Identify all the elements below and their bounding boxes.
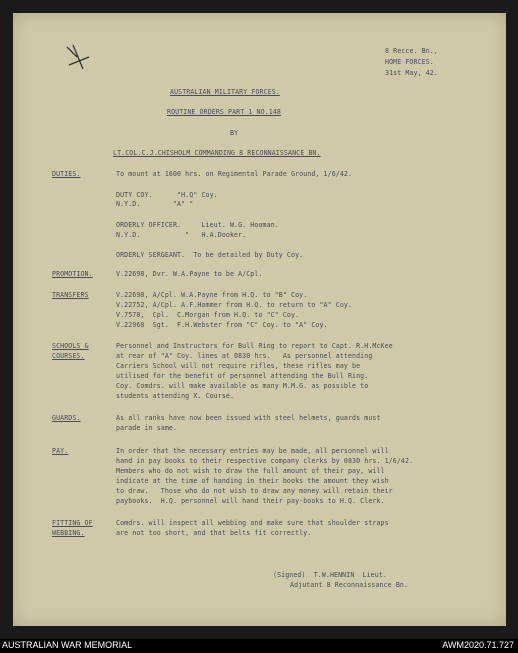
pay-line: paybooks. H.Q. personnel will hand their pay-books to H.Q. Clerk. (116, 497, 385, 505)
schools-line: at rear of "A" Coy. lines at 0830 hrs. As personnel attending (116, 352, 373, 360)
promotion-line: V.22698, Dvr. W.A.Payne to be A/Cpl. (116, 270, 263, 278)
signature-line: (Signed) T.W.HENNIN Lieut. (273, 571, 387, 579)
duties-line: DUTY COY. "H.Q" Coy. (116, 191, 218, 199)
transfers-line: V.7578, Cpl. C.Morgan from H.Q. to "C" Coy. (116, 311, 300, 319)
duties-line: ORDERLY OFFICER. Lieut. W.G. Hooman. (116, 221, 279, 229)
footer-source: AUSTRALIAN WAR MEMORIAL (2, 640, 133, 650)
guards-line: parade in same. (116, 424, 178, 432)
fitting-heading: FITTING OF (52, 519, 93, 527)
pay-line: In order that the necessary entries may be made, all personnel will (116, 447, 389, 455)
duties-line: N.Y.D. " H.A.Dooker. (116, 231, 247, 239)
signature-title: Adjutant 8 Reconnaissance Bn. (290, 581, 409, 589)
transfers-heading: TRANSFERS (52, 291, 89, 299)
pay-line: indicate at the time of handing in their books the amount they wish (116, 477, 389, 485)
guards-line: As all ranks have now been issued with steel helmets, guards must (116, 414, 381, 422)
schools-heading: SCHOOLS & (52, 342, 89, 350)
header-date: 31st May, 42. (385, 69, 438, 77)
title-line-2: ROUTINE ORDERS PART 1 NO.148 (167, 108, 281, 116)
fitting-line: are not too short, and that belts fit correctly. (116, 529, 312, 537)
schools-line: students attending X. Course. (116, 392, 235, 400)
footer-accession-number: AWM2020.71.727 (442, 640, 514, 650)
transfers-line: V.22968 Sgt. F.H.Webster from "C" Coy. to "A" Coy. (116, 321, 328, 329)
schools-line: Personnel and Instructors for Bull Ring to report to Capt. R.H.McKee (116, 342, 393, 350)
schools-line: Carriers School will not require rifles, these rifles may be (116, 362, 361, 370)
title-line-1: AUSTRALIAN MILITARY FORCES. (170, 88, 280, 96)
pay-line: to draw. Those who do not wish to draw any money will retain their (116, 487, 393, 495)
schools-line: utilised for the benefit of personnel attending the Bull Ring. (116, 372, 369, 380)
handwritten-mark-icon (63, 43, 93, 73)
title-line-3: BY (230, 129, 239, 137)
duties-line: To mount at 1600 hrs. on Regimental Parade Ground, 1/6/42. (116, 170, 353, 178)
duties-heading: DUTIES. (52, 170, 81, 178)
duties-line: ORDERLY SERGEANT. To be detailed by Duty Coy. (116, 251, 304, 259)
title-line-4: LT.COL.C.J.CHISHOLM COMMANDING 8 RECONNAISSANCE BN. (113, 149, 321, 157)
pay-line: Members who do not wish to draw the full amount of their pay, will (116, 467, 385, 475)
transfers-line: V.22752, A/Cpl. A.F.Hommer from H.Q. to return to "A" Coy. (116, 301, 353, 309)
transfers-line: V.22698, A/Cpl. W.A.Payne from H.Q. to "B" Coy. (116, 291, 308, 299)
duties-line: N.Y.D. "A" " (116, 200, 194, 208)
promotion-heading: PROMOTION. (52, 270, 93, 278)
fitting-line: Comdrs. will inspect all webbing and make sure that shoulder straps (116, 519, 389, 527)
guards-heading: GUARDS. (52, 414, 81, 422)
footer-bar (0, 639, 518, 653)
fitting-heading: WEBBING. (52, 529, 85, 537)
pay-heading: PAY. (52, 447, 69, 455)
pay-line: hand in pay books to their respective company clerks by 0830 hrs. 1/6/42. (116, 457, 414, 465)
schools-line: Coy. Comdrs. will make available as many M.M.G. as possible to (116, 382, 369, 390)
header-unit: 8 Recce. Bn., (385, 47, 438, 55)
header-location: HOME FORCES. (385, 58, 434, 66)
schools-heading: COURSES. (52, 352, 85, 360)
